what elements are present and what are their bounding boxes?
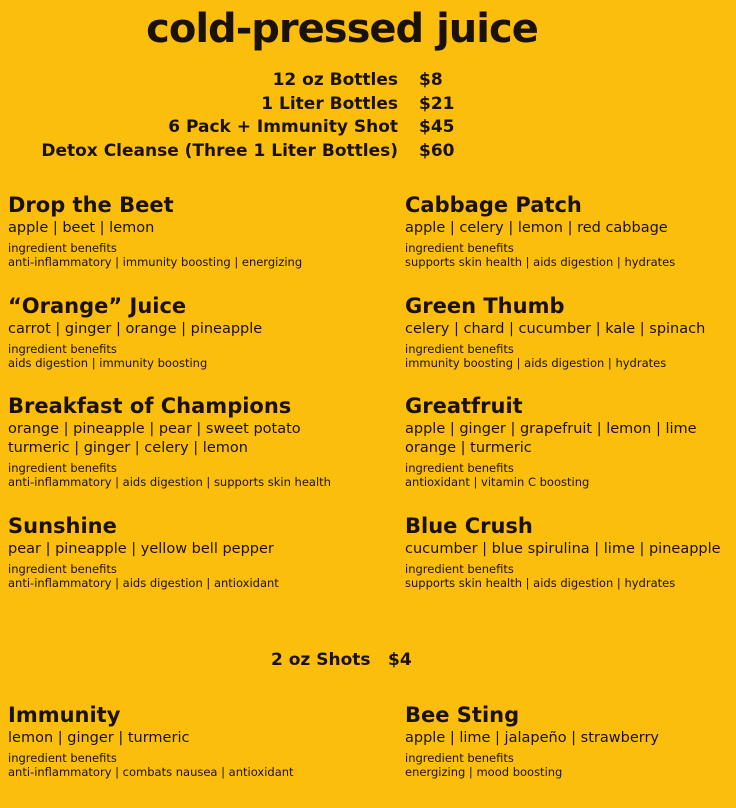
juice-name: Green Thumb bbox=[405, 294, 565, 318]
juice-item-cabbage-patch bbox=[405, 192, 735, 269]
price-row bbox=[0, 94, 736, 118]
juice-ingredients: apple | beet | lemon bbox=[8, 220, 155, 236]
juice-item-breakfast-of-champions bbox=[8, 393, 338, 489]
benefits-heading: ingredient benefits bbox=[405, 241, 514, 255]
price-label: Detox Cleanse (Three 1 Liter Bottles) bbox=[41, 140, 398, 161]
benefits-list: energizing | mood boosting bbox=[405, 765, 563, 779]
price-row bbox=[0, 70, 736, 94]
juice-name: Greatfruit bbox=[405, 394, 523, 418]
benefits-heading: ingredient benefits bbox=[405, 461, 514, 475]
shot-name: Immunity bbox=[8, 703, 121, 727]
juice-ingredients: apple | celery | lemon | red cabbage bbox=[405, 220, 668, 236]
juice-name: “Orange” Juice bbox=[8, 294, 187, 318]
price-row bbox=[0, 141, 736, 165]
benefits-list: antioxidant | vitamin C boosting bbox=[405, 475, 590, 489]
shots-price-row bbox=[0, 650, 736, 674]
juice-item-green-thumb bbox=[405, 293, 735, 370]
juice-ingredients: apple | ginger | grapefruit | lemon | lime bbox=[405, 421, 697, 437]
juice-name: Drop the Beet bbox=[8, 193, 174, 217]
juice-item-greatfruit bbox=[405, 393, 735, 489]
shots-price: $4 bbox=[388, 650, 412, 670]
juice-ingredients: cucumber | blue spirulina | lime | pineapple bbox=[405, 541, 721, 557]
benefits-heading: ingredient benefits bbox=[405, 751, 514, 765]
benefits-list: anti-inflammatory | aids digestion | antioxidant bbox=[8, 576, 279, 590]
benefits-list: aids digestion | immunity boosting bbox=[8, 356, 208, 370]
shot-ingredients: lemon | ginger | turmeric bbox=[8, 730, 190, 746]
price-label: 6 Pack + Immunity Shot bbox=[168, 117, 398, 137]
benefits-heading: ingredient benefits bbox=[8, 461, 117, 475]
benefits-list: supports skin health | aids digestion | hydrates bbox=[405, 576, 676, 590]
juice-ingredients: pear | pineapple | yellow bell pepper bbox=[8, 541, 274, 557]
juice-ingredients: celery | chard | cucumber | kale | spinach bbox=[405, 321, 706, 337]
juice-name: Cabbage Patch bbox=[405, 193, 582, 217]
price-row bbox=[0, 117, 736, 141]
juice-name: Blue Crush bbox=[405, 514, 533, 538]
price-value: $21 bbox=[419, 93, 455, 114]
price-value: $60 bbox=[419, 140, 455, 161]
benefits-heading: ingredient benefits bbox=[8, 751, 117, 765]
juice-ingredients: carrot | ginger | orange | pineapple bbox=[8, 321, 263, 337]
juice-name: Sunshine bbox=[8, 514, 117, 538]
juice-item-blue-crush bbox=[405, 513, 735, 590]
juice-item-sunshine bbox=[8, 513, 338, 590]
juice-item-drop-the-beet bbox=[8, 192, 338, 269]
shot-ingredients: apple | lime | jalapeño | strawberry bbox=[405, 730, 659, 746]
benefits-list: anti-inflammatory | combats nausea | antioxidant bbox=[8, 765, 294, 779]
price-label: 1 Liter Bottles bbox=[261, 93, 398, 114]
juice-ingredients-line2: turmeric | ginger | celery | lemon bbox=[8, 440, 248, 456]
price-list bbox=[0, 70, 736, 164]
benefits-heading: ingredient benefits bbox=[8, 342, 117, 356]
benefits-list: anti-inflammatory | aids digestion | supports skin health bbox=[8, 475, 331, 489]
shot-item-immunity bbox=[8, 702, 338, 779]
benefits-heading: ingredient benefits bbox=[405, 562, 514, 576]
juice-ingredients: orange | pineapple | pear | sweet potato bbox=[8, 421, 301, 437]
shot-item-bee-sting bbox=[405, 702, 735, 779]
price-value: $45 bbox=[419, 117, 455, 137]
benefits-heading: ingredient benefits bbox=[8, 562, 117, 576]
benefits-list: supports skin health | aids digestion | hydrates bbox=[405, 255, 676, 269]
shots-label: 2 oz Shots bbox=[271, 650, 371, 670]
benefits-list: immunity boosting | aids digestion | hydrates bbox=[405, 356, 667, 370]
juice-ingredients-line2: orange | turmeric bbox=[405, 440, 532, 456]
juice-name: Breakfast of Champions bbox=[8, 394, 292, 418]
benefits-heading: ingredient benefits bbox=[405, 342, 514, 356]
price-label: 12 oz Bottles bbox=[272, 70, 398, 90]
menu-title: cold-pressed juice bbox=[146, 6, 538, 52]
benefits-list: anti-inflammatory | immunity boosting | energizing bbox=[8, 255, 303, 269]
price-value: $8 bbox=[419, 70, 443, 90]
juice-item-orange-juice bbox=[8, 293, 338, 370]
shot-name: Bee Sting bbox=[405, 703, 520, 727]
benefits-heading: ingredient benefits bbox=[8, 241, 117, 255]
